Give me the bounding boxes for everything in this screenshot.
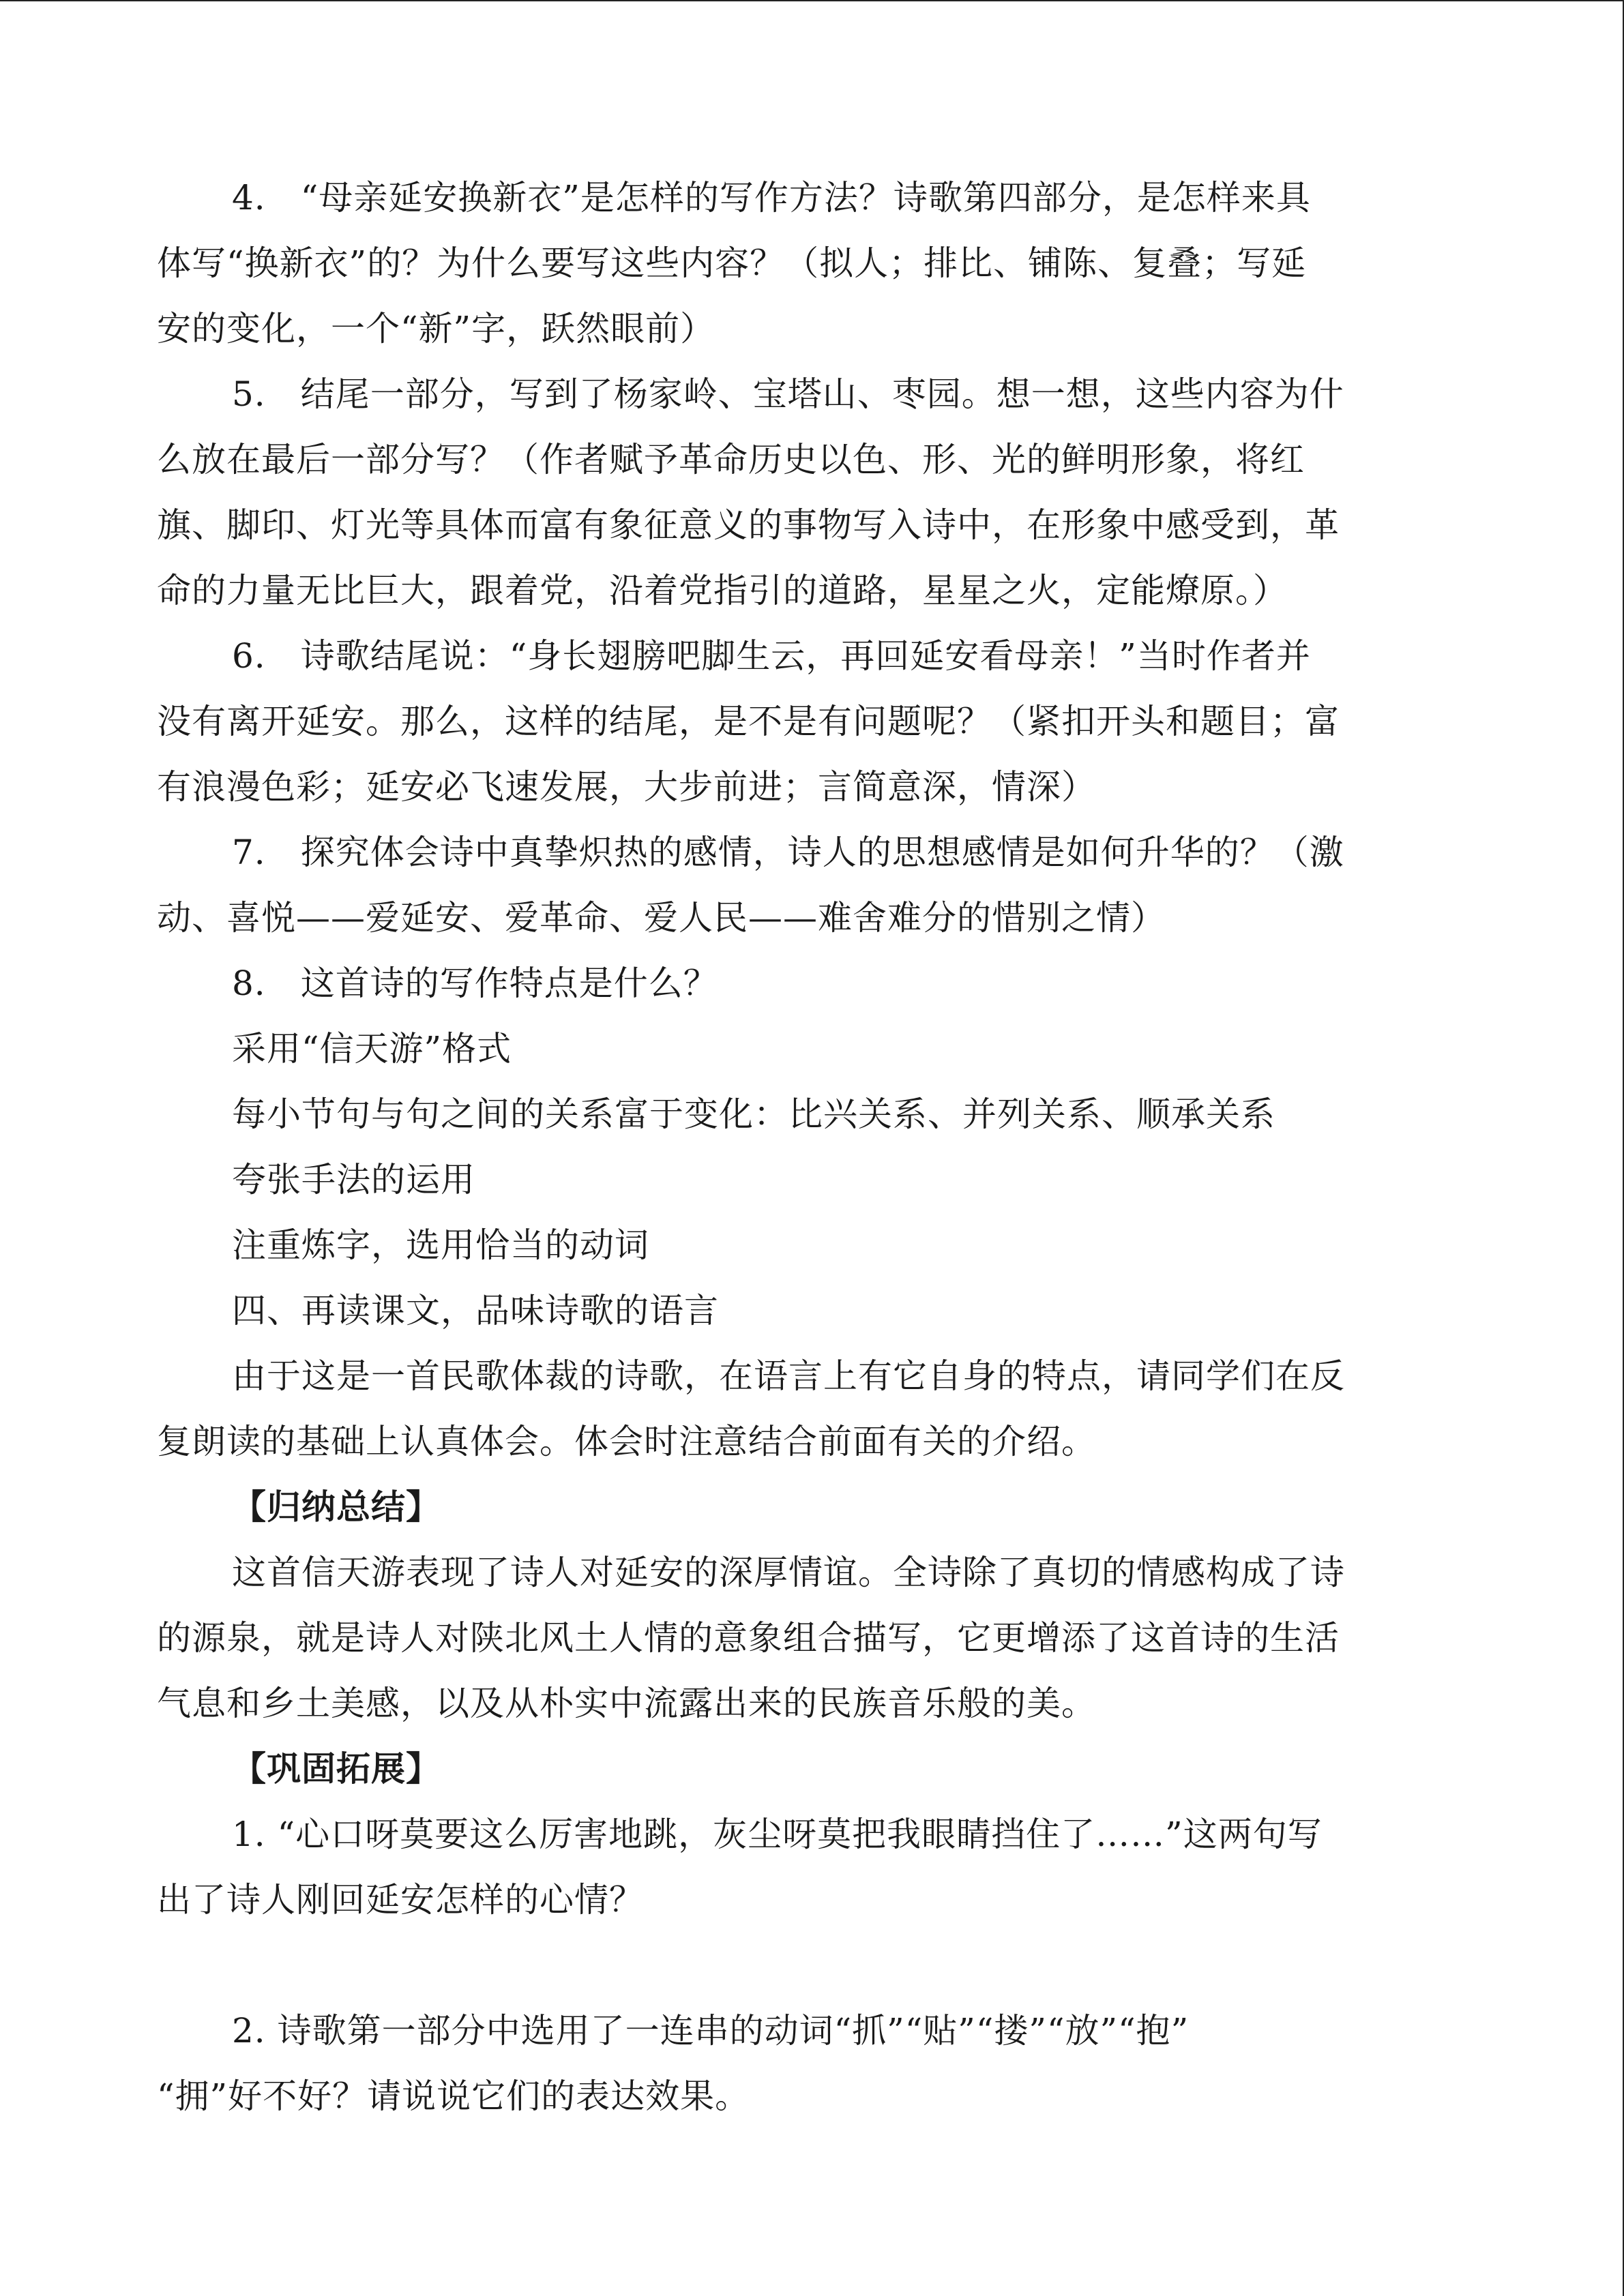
section-4-line-1: 由于这是一首民歌体裁的诗歌，在语言上有它自身的特点，请同学们在反 xyxy=(232,1356,1345,1396)
feature-4: 注重炼字，选用恰当的动词 xyxy=(232,1225,649,1265)
q5-line-2: 么放在最后一部分写？（作者赋予革命历史以色、形、光的鲜明形象，将红 xyxy=(157,440,1305,479)
q6-line-1: 6. 诗歌结尾说：“身长翅膀吧脚生云，再回延安看母亲！”当时作者并 xyxy=(232,636,1311,676)
feature-2: 每小节句与句之间的关系富于变化：比兴关系、并列关系、顺承关系 xyxy=(232,1094,1275,1134)
ext-q1-line-1: 1. “心口呀莫要这么厉害地跳，灰尘呀莫把我眼睛挡住了……”这两句写 xyxy=(232,1815,1323,1854)
q8-line: 8. 这首诗的写作特点是什么？ xyxy=(232,964,718,1003)
summary-line-2: 的源泉，就是诗人对陕北风土人情的意象组合描写，它更增添了这首诗的生活 xyxy=(157,1618,1340,1658)
ext-q2-line-1: 2. 诗歌第一部分中选用了一连串的动词“抓”“贴”“搂”“放”“抱” xyxy=(232,2011,1190,2051)
q5-line-3: 旗、脚印、灯光等具体而富有象征意义的事物写入诗中，在形象中感受到，革 xyxy=(157,505,1340,545)
feature-3: 夸张手法的运用 xyxy=(232,1160,475,1199)
section-4-line-2: 复朗读的基础上认真体会。体会时注意结合前面有关的介绍。 xyxy=(157,1422,1096,1461)
feature-1: 采用“信天游”格式 xyxy=(232,1029,512,1069)
q4-line-3: 安的变化，一个“新”字，跃然眼前） xyxy=(157,309,715,348)
q7-line-2: 动、喜悦——爱延安、爱革命、爱人民——难舍难分的惜别之情） xyxy=(157,898,1166,938)
q4-line-1: 4. “母亲延安换新衣”是怎样的写作方法？诗歌第四部分，是怎样来具 xyxy=(232,178,1311,218)
q4-line-2: 体写“换新衣”的？为什么要写这些内容？（拟人；排比、铺陈、复叠；写延 xyxy=(157,243,1307,283)
answer-space xyxy=(157,1933,1466,1998)
q6-line-2: 没有离开延安。那么，这样的结尾，是不是有问题呢？（紧扣开头和题目；富 xyxy=(157,702,1340,741)
summary-line-1: 这首信天游表现了诗人对延安的深厚情谊。全诗除了真切的情感构成了诗 xyxy=(232,1553,1345,1592)
q5-line-1: 5. 结尾一部分，写到了杨家岭、宝塔山、枣园。想一想，这些内容为什 xyxy=(232,374,1344,414)
extension-heading: 【巩固拓展】 xyxy=(232,1749,441,1789)
section-4-title: 四、再读课文，品味诗歌的语言 xyxy=(232,1291,719,1330)
summary-heading: 【归纳总结】 xyxy=(232,1487,441,1527)
q7-line-1: 7. 探究体会诗中真挚炽热的感情，诗人的思想感情是如何升华的？（激 xyxy=(232,833,1344,872)
q6-line-3: 有浪漫色彩；延安必飞速发展，大步前进；言简意深，情深） xyxy=(157,767,1096,807)
q5-line-4: 命的力量无比巨大，跟着党，沿着党指引的道路，星星之火，定能燎原。） xyxy=(157,571,1288,610)
ext-q1-line-2: 出了诗人刚回延安怎样的心情？ xyxy=(157,1880,644,1920)
ext-q2-line-2: “拥”好不好？请说说它们的表达效果。 xyxy=(157,2076,750,2116)
summary-line-3: 气息和乡土美感，以及从朴实中流露出来的民族音乐般的美。 xyxy=(157,1684,1096,1723)
document-body xyxy=(157,165,1466,2129)
